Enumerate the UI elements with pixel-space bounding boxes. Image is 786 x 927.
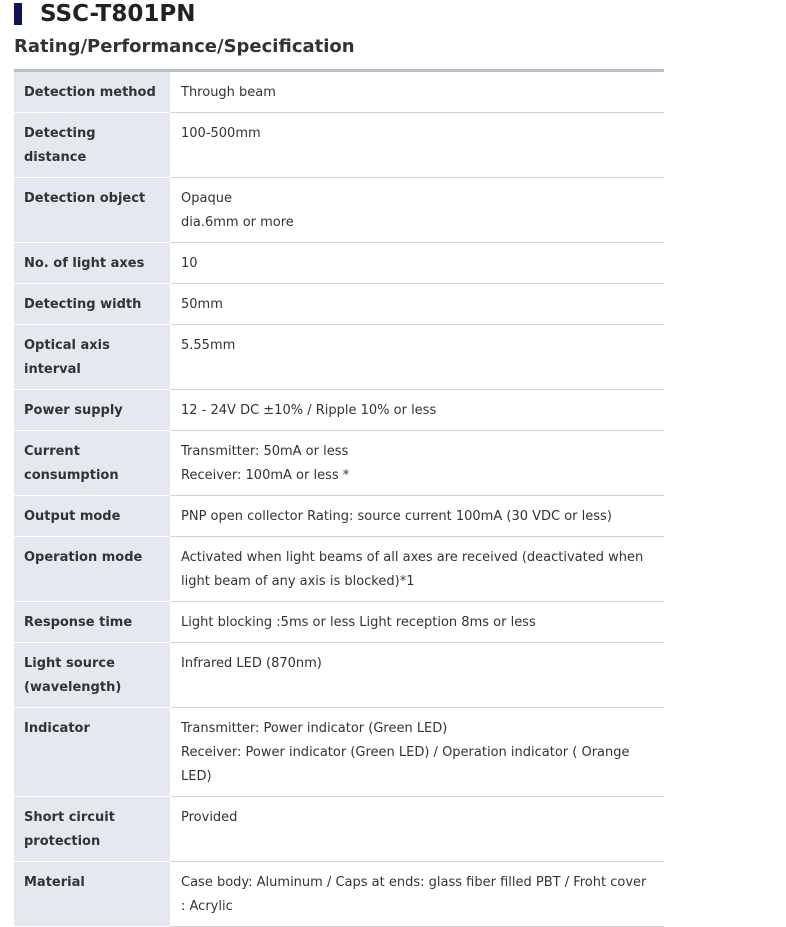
spec-row-detecting-width	[14, 284, 664, 325]
spec-label: Detection object	[14, 178, 170, 243]
spec-value: Opaque dia.6mm or more	[170, 178, 664, 243]
spec-value: Activated when light beams of all axes are received (deactivated when light beam of any axis is blocked)*1	[170, 537, 664, 602]
spec-label: Output mode	[14, 496, 170, 537]
spec-label: Current consumption	[14, 431, 170, 496]
spec-value: PNP open collector Rating: source current 100mA (30 VDC or less)	[170, 496, 664, 537]
spec-row-indicator	[14, 708, 664, 797]
spec-row-operation-mode	[14, 537, 664, 602]
spec-table	[14, 69, 664, 927]
product-title: SSC-T801PN	[40, 1, 196, 27]
spec-label: Short circuit protection	[14, 797, 170, 862]
spec-row-light-source	[14, 643, 664, 708]
spec-label: Response time	[14, 602, 170, 643]
spec-row-detection-object	[14, 178, 664, 243]
spec-value: 50mm	[170, 284, 664, 325]
spec-label: Material	[14, 862, 170, 927]
spec-label: No. of light axes	[14, 243, 170, 284]
spec-label: Light source (wavelength)	[14, 643, 170, 708]
spec-label: Detection method	[14, 71, 170, 113]
spec-label: Indicator	[14, 708, 170, 797]
section-title: Rating/Performance/Specification	[14, 36, 355, 57]
spec-value: 12 - 24V DC ±10% / Ripple 10% or less	[170, 390, 664, 431]
spec-value: 5.55mm	[170, 325, 664, 390]
spec-value: Case body: Aluminum / Caps at ends: glass fiber filled PBT / Froht cover : Acrylic	[170, 862, 664, 927]
spec-row-power-supply	[14, 390, 664, 431]
spec-row-detection-method	[14, 71, 664, 113]
spec-label: Operation mode	[14, 537, 170, 602]
spec-value: Provided	[170, 797, 664, 862]
spec-row-detecting-distance	[14, 113, 664, 178]
spec-value: Light blocking :5ms or less Light reception 8ms or less	[170, 602, 664, 643]
spec-label: Detecting distance	[14, 113, 170, 178]
spec-value: Infrared LED (870nm)	[170, 643, 664, 708]
spec-row-optical-axis-interval	[14, 325, 664, 390]
spec-value: 100-500mm	[170, 113, 664, 178]
spec-row-material	[14, 862, 664, 927]
spec-table-body	[14, 71, 664, 927]
spec-value: Through beam	[170, 71, 664, 113]
spec-row-output-mode	[14, 496, 664, 537]
spec-row-response-time	[14, 602, 664, 643]
title-marker-bar	[14, 3, 22, 25]
spec-label: Power supply	[14, 390, 170, 431]
spec-value: Transmitter: Power indicator (Green LED) Receiver: Power indicator (Green LED) / Operation indicator ( Orange LED)	[170, 708, 664, 797]
spec-label: Optical axis interval	[14, 325, 170, 390]
spec-label: Detecting width	[14, 284, 170, 325]
spec-row-current-consumption	[14, 431, 664, 496]
spec-value: Transmitter: 50mA or less Receiver: 100mA or less *	[170, 431, 664, 496]
spec-row-light-axes	[14, 243, 664, 284]
product-header	[14, 0, 195, 28]
spec-value: 10	[170, 243, 664, 284]
spec-row-short-circuit-protection	[14, 797, 664, 862]
